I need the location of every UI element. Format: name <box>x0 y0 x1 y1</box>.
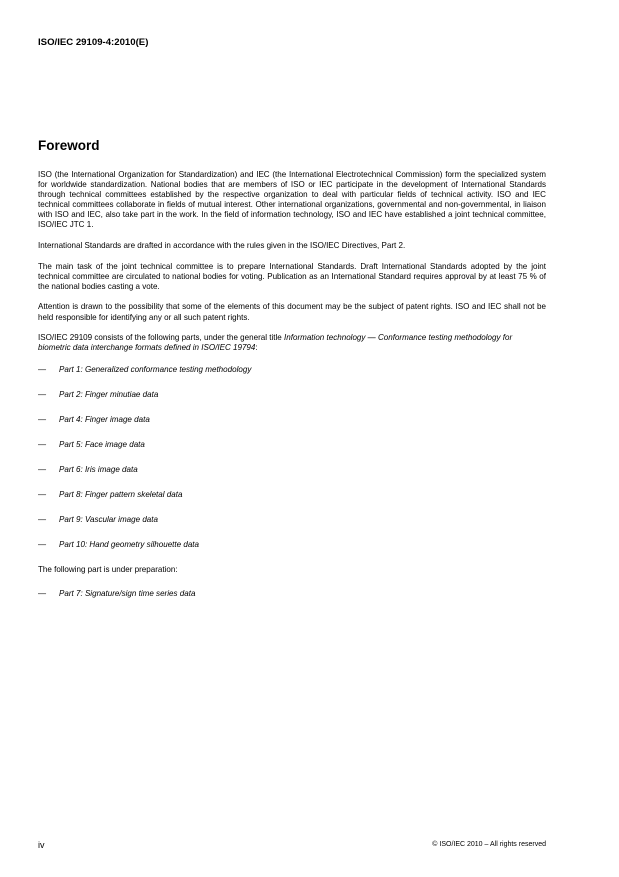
dash-bullet: — <box>38 515 47 525</box>
dash-bullet: — <box>38 490 47 500</box>
preparation-note: The following part is under preparation: <box>38 565 178 575</box>
dash-bullet: — <box>38 415 47 425</box>
part-title: Part 9: Vascular image data <box>59 515 158 525</box>
part-title: Part 1: Generalized conformance testing methodology <box>59 365 252 375</box>
part-title: Part 2: Finger minutiae data <box>59 390 159 400</box>
paragraph-organizations: ISO (the International Organization for Standardization) and IEC (the International Electrotechnical Commission) form the specialized system for worldwide standardization. National bodies that are members of ISO or IEC participate in the development of International Standards through technical committees established by the respective organization to deal with particular fields of technical activity. ISO and IEC technical committees collaborate in fields of mutual interest. Other international organizations, governmental and non-governmental, in liaison with ISO and IEC, also take part in the work. In the field of information technology, ISO and IEC have established a joint technical committee, ISO/IEC JTC 1. <box>38 170 546 230</box>
parts-list <box>38 365 546 550</box>
parts-intro-lead: ISO/IEC 29109 consists of the following parts, under the general title <box>38 333 285 343</box>
parts-intro-tail: : <box>255 343 258 353</box>
part-title: Part 5: Face image data <box>59 440 145 450</box>
list-item <box>38 490 546 500</box>
dash-bullet: — <box>38 365 47 375</box>
page-number: iv <box>38 840 45 850</box>
part-title: Part 4: Finger image data <box>59 415 150 425</box>
dash-bullet: — <box>38 465 47 475</box>
list-item <box>38 589 546 599</box>
dash-bullet: — <box>38 390 47 400</box>
list-item <box>38 465 546 475</box>
list-item <box>38 365 546 375</box>
parts-intro-general-title: Information technology — Conformance testing methodology for biometric data interchange formats defined in ISO/IEC 19794 <box>38 333 513 353</box>
document-header: ISO/IEC 29109-4:2010(E) <box>38 37 149 48</box>
list-item <box>38 390 546 400</box>
parts-in-preparation-list <box>38 589 546 599</box>
part-title: Part 6: Iris image data <box>59 465 138 475</box>
part-title: Part 8: Finger pattern skeletal data <box>59 490 183 500</box>
foreword-body <box>38 170 546 614</box>
list-item <box>38 440 546 450</box>
paragraph-parts-intro <box>38 333 546 353</box>
part-title: Part 10: Hand geometry silhouette data <box>59 540 200 550</box>
dash-bullet: — <box>38 540 47 550</box>
page-title: Foreword <box>38 138 100 153</box>
list-item <box>38 515 546 525</box>
dash-bullet: — <box>38 589 47 599</box>
list-item <box>38 415 546 425</box>
paragraph-patent-rights: Attention is drawn to the possibility that some of the elements of this document may be the subject of patent rights. ISO and IEC shall not be held responsible for identifying any or all such patent rights. <box>38 302 546 322</box>
copyright-notice: © ISO/IEC 2010 – All rights reserved <box>432 841 546 848</box>
paragraph-directives: International Standards are drafted in accordance with the rules given in the ISO/IEC Directives, Part 2. <box>38 241 406 251</box>
dash-bullet: — <box>38 440 47 450</box>
list-item <box>38 540 546 550</box>
part-title: Part 7: Signature/sign time series data <box>59 589 196 599</box>
paragraph-main-task: The main task of the joint technical committee is to prepare International Standards. Draft International Standards adopted by the joint technical committee are circulated to national bodies for voting. Publication as an International Standard requires approval by at least 75 % of the national bodies casting a vote. <box>38 261 546 291</box>
